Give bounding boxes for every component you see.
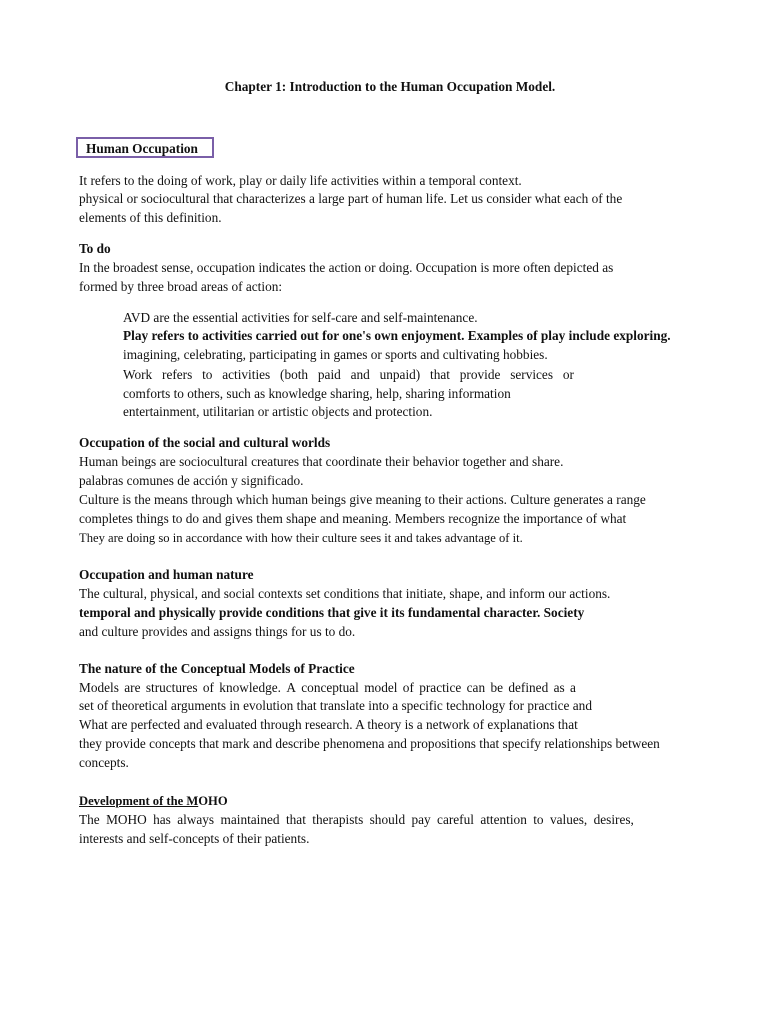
bullet-work-line-1: Work refers to activities (both paid and unpaid) that provide services or [123,367,574,382]
models-line-5: concepts. [79,755,129,770]
social-line-5: They are doing so in accordance with how their culture sees it and takes advantage of it. [79,531,523,545]
social-line-4: completes things to do and gives them shape and meaning. Members recognize the importance of what [79,511,627,526]
nature-line-3: and culture provides and assigns things for us to do. [79,624,356,639]
bullet-play-line-2: imagining, celebrating, participating in games or sports and cultivating hobbies. [123,347,548,362]
to-do-line-1: In the broadest sense, occupation indicates the action or doing. Occupation is more often depicted as [79,260,614,275]
social-heading: Occupation of the social and cultural worlds [79,435,331,450]
bullet-work-line-3: entertainment, utilitarian or artistic objects and protection. [123,404,433,419]
section-box-heading: Human Occupation [76,137,214,158]
models-line-2: set of theoretical arguments in evolution that translate into a specific technology for practice and [79,698,592,713]
to-do-line-2: formed by three broad areas of action: [79,279,283,294]
to-do-heading: To do [79,241,111,256]
models-line-4: they provide concepts that mark and describe phenomena and propositions that specify relationships between [79,736,660,751]
moho-line-2: interests and self-concepts of their patients. [79,831,310,846]
moho-line-1: The MOHO has always maintained that therapists should pay careful attention to values, desires, [79,812,634,827]
moho-heading: Development of the MOHO [79,794,228,808]
models-line-1: Models are structures of knowledge. A conceptual model of practice can be defined as a [79,680,576,695]
bullet-work-line-2: comforts to others, such as knowledge sharing, help, sharing information [123,386,511,401]
definition-line-1: It refers to the doing of work, play or daily life activities within a temporal context. [79,173,522,188]
nature-heading: Occupation and human nature [79,567,254,582]
social-line-2: palabras comunes de acción y significado. [79,473,304,488]
definition-line-3: elements of this definition. [79,210,222,225]
definition-line-2: physical or sociocultural that characterizes a large part of human life. Let us consider what each of the [79,191,623,206]
page-title: Chapter 1: Introduction to the Human Occupation Model. [224,79,556,94]
bullet-play-line-1: Play refers to activities carried out for one's own enjoyment. Examples of play include exploring. [123,328,671,343]
bullet-avd: AVD are the essential activities for self-care and self-maintenance. [123,310,478,325]
nature-line-1: The cultural, physical, and social contexts set conditions that initiate, shape, and inform our actions. [79,586,611,601]
social-line-3: Culture is the means through which human beings give meaning to their actions. Culture generates a range [79,492,646,507]
nature-line-2: temporal and physically provide conditions that give it its fundamental character. Society [79,605,585,620]
social-line-1: Human beings are sociocultural creatures that coordinate their behavior together and share. [79,454,564,469]
models-heading: The nature of the Conceptual Models of Practice [79,661,355,676]
models-line-3: What are perfected and evaluated through research. A theory is a network of explanations that [79,717,578,732]
